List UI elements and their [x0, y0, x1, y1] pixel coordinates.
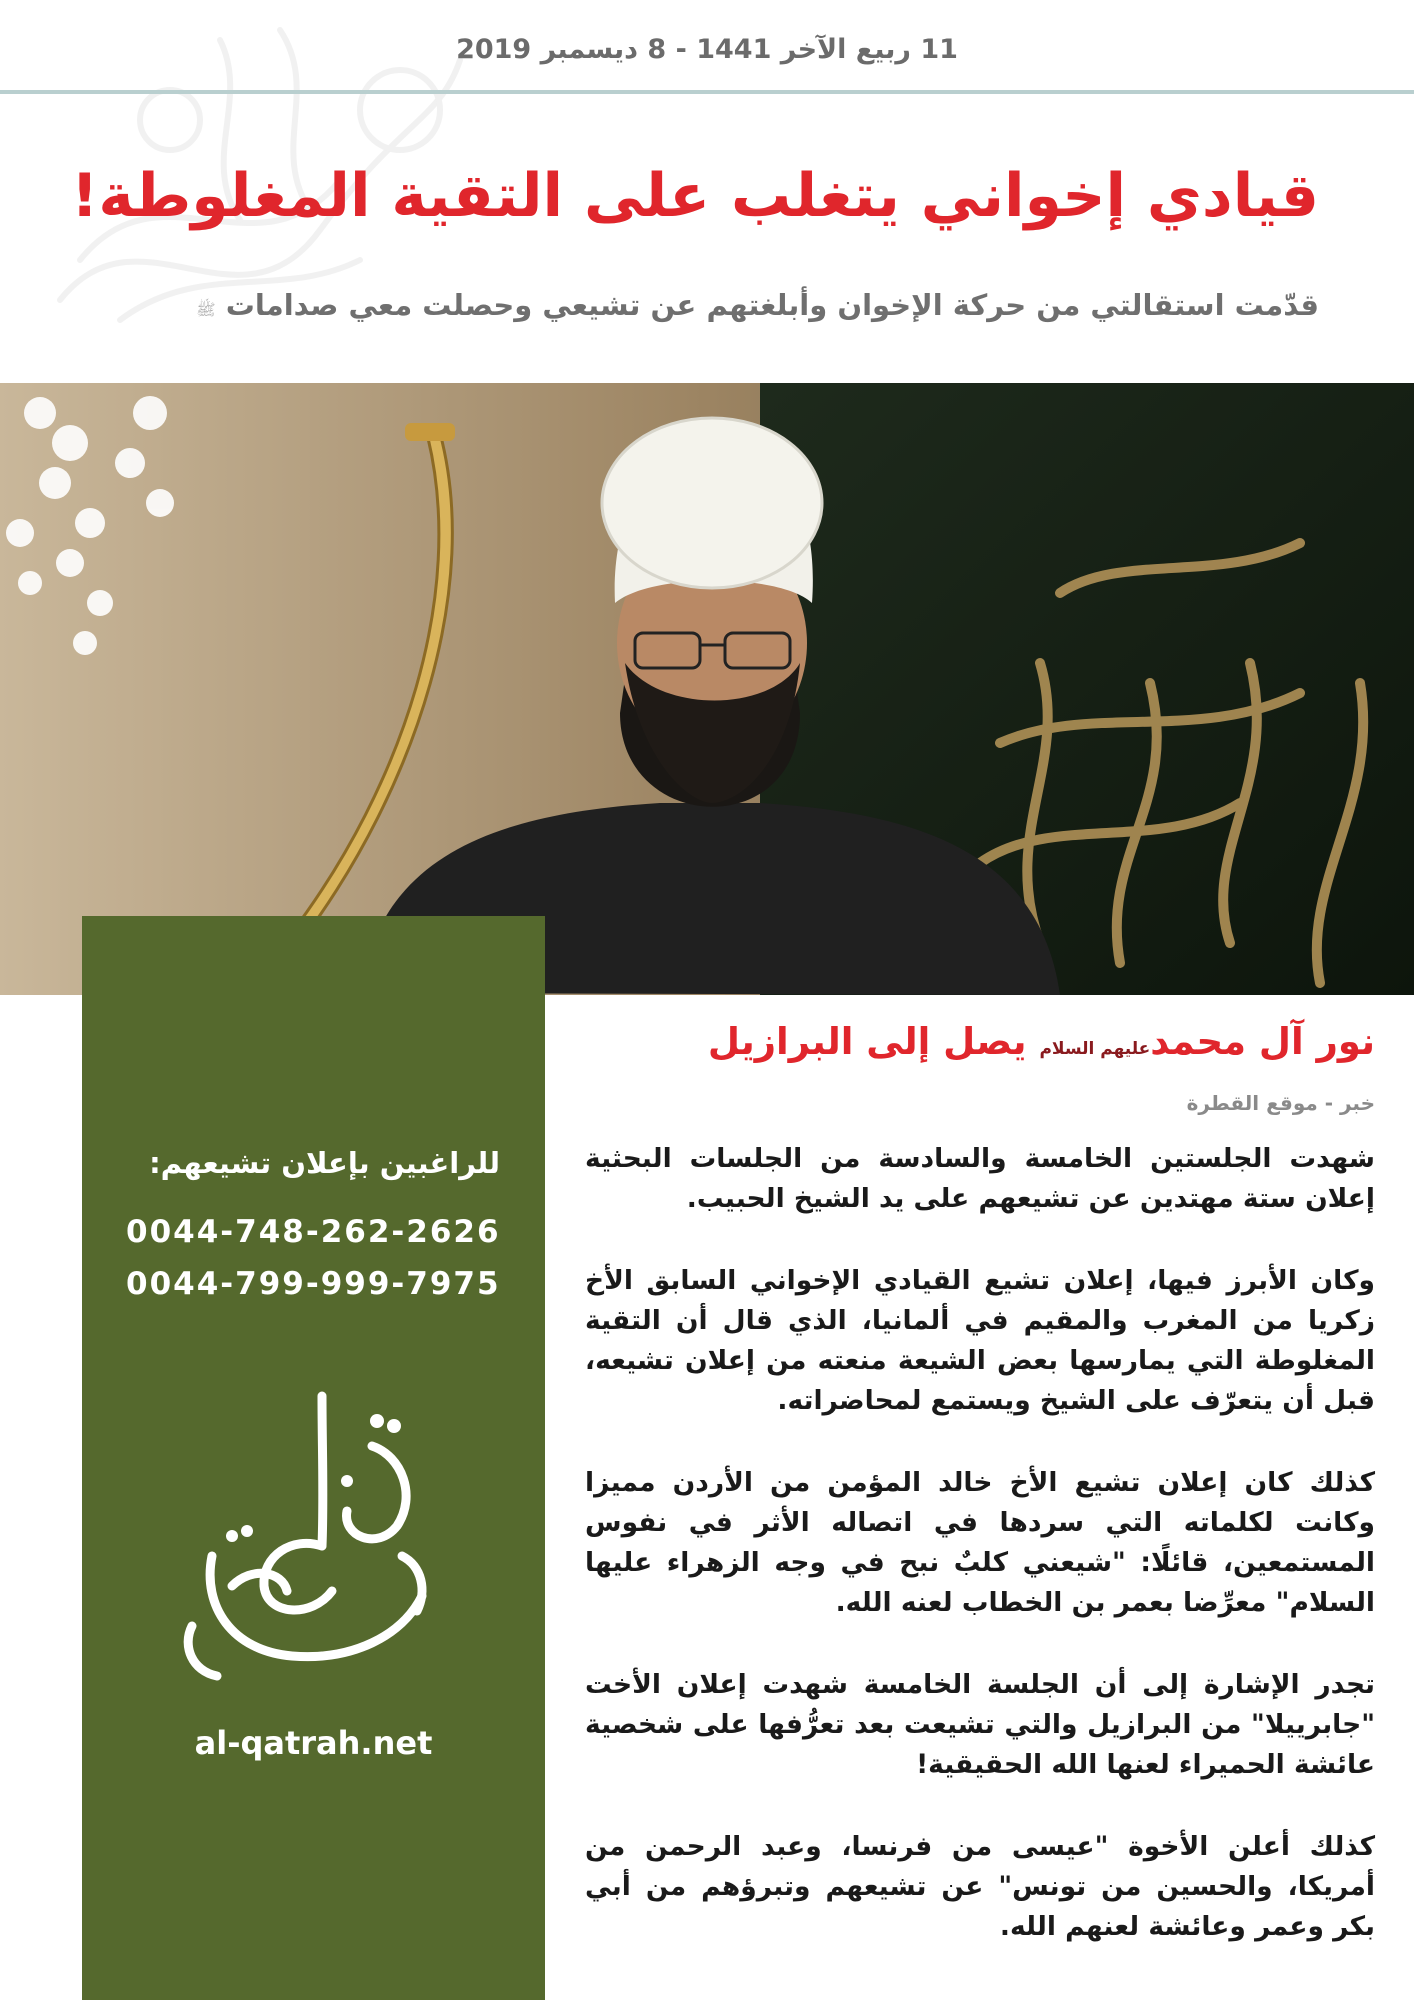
hero-photo: [0, 383, 1414, 995]
honorific-mark: ﷺ: [196, 300, 216, 319]
phone-number-2[interactable]: 0044-799-999-7975: [126, 1266, 501, 1302]
header-divider: [0, 90, 1414, 94]
article-title-honorific: عليهم السلام: [1039, 1039, 1151, 1059]
article-paragraph: كذلك أعلن الأخوة "عيسى من فرنسا، وعبد الرحمن من أمريكا، والحسين من تونس" عن تشيعهم وتبرؤهم من أبي بكر وعمر وعائشة لعنهم الله.: [585, 1831, 1375, 1942]
alqatrah-logo: [172, 1386, 452, 1686]
sidebar-label: للراغبين بإعلان تشيعهم:: [149, 1146, 500, 1180]
article-title-part2: يصل إلى البرازيل: [707, 1020, 1027, 1063]
website-link[interactable]: al-qatrah.net: [194, 1724, 433, 1762]
article-paragraph: وكان الأبرز فيها، إعلان تشيع القيادي الإخواني السابق الأخ زكريا من المغرب والمقيم في ألمانيا، الذي قال أن التقية المغلوطة التي يمارسها بعض الشيعة منعته من إعلان تشيعه، قبل أن يتعرّف على الشيخ ويستمع لمحاضراته.: [585, 1265, 1375, 1416]
article-paragraph: شهدت الجلستين الخامسة والسادسة من الجلسات البحثية إعلان ستة مهتدين عن تشيعهم على يد الشيخ الحبيب.: [585, 1143, 1375, 1214]
article-meta: خبر - موقع القطرة: [1186, 1091, 1375, 1115]
issue-date: 11 ربيع الآخر 1441 - 8 ديسمبر 2019: [456, 34, 958, 65]
phone-number-1[interactable]: 0044-748-262-2626: [126, 1214, 501, 1250]
article-paragraph: تجدر الإشارة إلى أن الجلسة الخامسة شهدت إعلان الأخت "جابرييلا" من البرازيل والتي تشيعت بعد تعرُّفها على شخصية عائشة الحميراء لعنها الله الحقيقية!: [585, 1669, 1375, 1780]
hero-photo-illustration: [0, 383, 1414, 995]
article: [585, 1020, 1375, 1989]
page-subtitle: [60, 288, 1319, 323]
article-body: [585, 1139, 1375, 1947]
article-title: [585, 1020, 1375, 1063]
subtitle-text: قدّمت استقالتي من حركة الإخوان وأبلغتهم عن تشيعي وحصلت معي صدامات: [225, 288, 1319, 322]
page-headline: قيادي إخواني يتغلب على التقية المغلوطة!: [70, 161, 1319, 231]
article-paragraph: كذلك كان إعلان تشيع الأخ خالد المؤمن من الأردن مميزا وكانت لكلماته التي سردها في اتصاله الأثر في نفوس المستمعين، قائلًا: "شيعني كلبٌ نبح في وجه الزهراء عليها السلام" معرِّضا بعمر بن الخطاب لعنه الله.: [585, 1467, 1375, 1618]
article-title-part1: نور آل محمد: [1150, 1020, 1375, 1063]
contact-sidebar: [82, 916, 545, 2000]
